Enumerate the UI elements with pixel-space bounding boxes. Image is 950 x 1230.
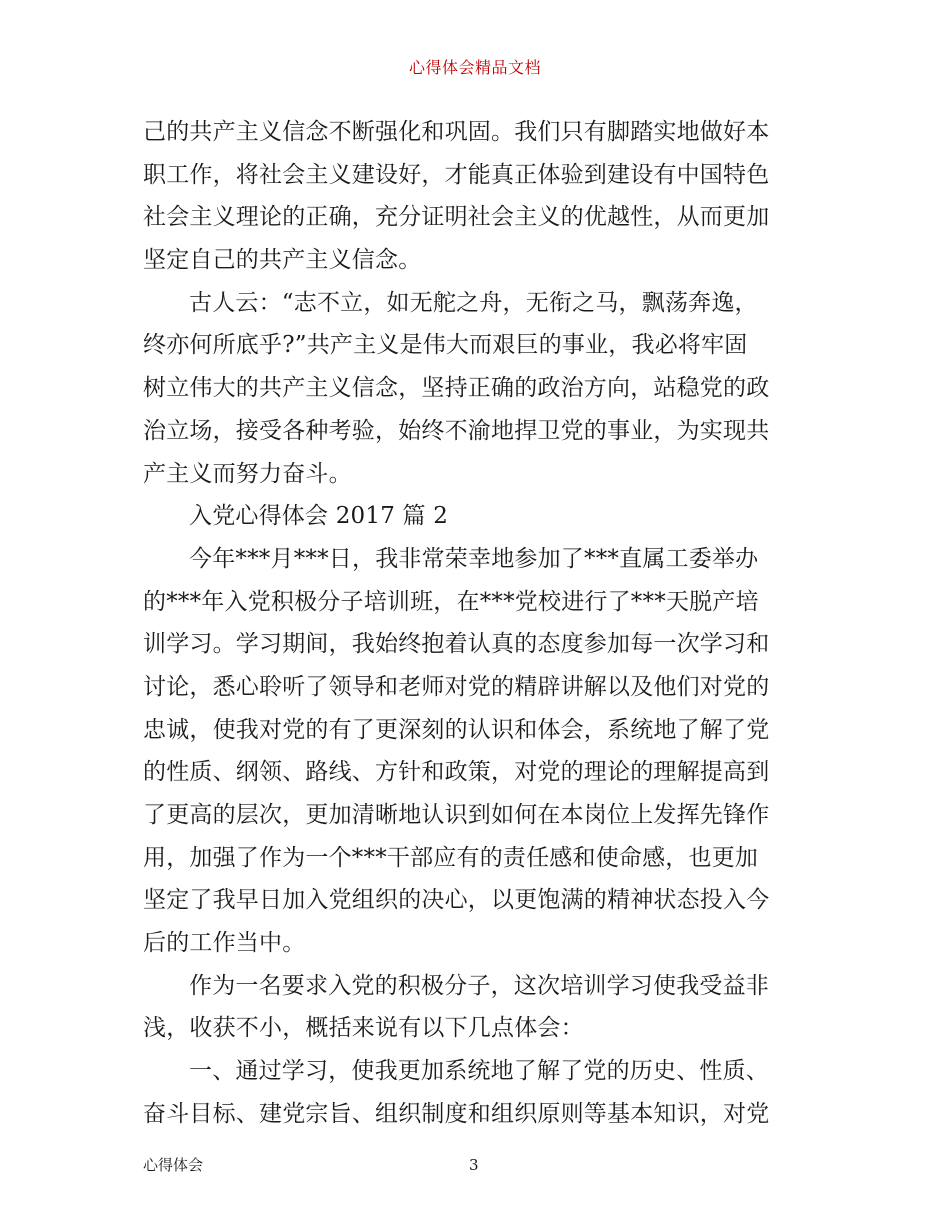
text-line: 坚定自己的共产主义信念。 bbox=[143, 247, 422, 274]
text-line: 树立伟大的共产主义信念，坚持正确的政治方向，站稳党的政 bbox=[143, 375, 770, 402]
text-line: 坚定了我早日加入党组织的决心，以更饱满的精神状态投入今 bbox=[143, 887, 770, 914]
document-body bbox=[143, 111, 815, 1136]
text-line: 社会主义理论的正确，充分证明社会主义的优越性，从而更加 bbox=[143, 204, 770, 231]
text-line: 古人云：“志不立，如无舵之舟，无衔之马，飘荡奔逸， bbox=[189, 289, 758, 316]
text-line: 职工作，将社会主义建设好，才能真正体验到建设有中国特色 bbox=[143, 161, 770, 188]
text-line: 作为一名要求入党的积极分子，这次培训学习使我受益非 bbox=[189, 972, 769, 999]
page-number: 3 bbox=[469, 1156, 479, 1174]
text-line: 的***年入党积极分子培训班，在***党校进行了***天脱产培 bbox=[143, 588, 759, 615]
text-line: 了更高的层次，更加清晰地认识到如何在本岗位上发挥先锋作 bbox=[143, 802, 770, 828]
text-line: 后的工作当中。 bbox=[143, 930, 306, 957]
footer-label: 心得体会 bbox=[143, 1156, 204, 1174]
text-line: 今年***月***日，我非常荣幸地参加了***直属工委举办 bbox=[189, 545, 759, 572]
text-line: 忠诚，使我对党的有了更深刻的认识和体会，系统地了解了党 bbox=[143, 716, 770, 743]
text-line: 训学习。学习期间，我始终抱着认真的态度参加每一次学习和 bbox=[143, 631, 770, 658]
text-line: 的性质、纲领、路线、方针和政策，对党的理论的理解提高到 bbox=[143, 759, 770, 786]
text-line: 产主义而努力奋斗。 bbox=[143, 460, 352, 487]
text-line: 终亦何所底乎?”共产主义是伟大而艰巨的事业，我必将牢固 bbox=[143, 332, 748, 359]
text-line: 奋斗目标、建党宗旨、组织制度和组织原则等基本知识，对党 bbox=[143, 1100, 770, 1127]
text-line: 治立场，接受各种考验，始终不渝地捍卫党的事业，为实现共 bbox=[143, 417, 770, 444]
text-line: 己的共产主义信念不断强化和巩固。我们只有脚踏实地做好本 bbox=[143, 119, 770, 145]
text-line: 一、通过学习，使我更加系统地了解了党的历史、性质、 bbox=[189, 1058, 769, 1085]
text-line: 浅，收获不小，概括来说有以下几点体会： bbox=[143, 1015, 584, 1042]
page-header-title: 心得体会精品文档 bbox=[408, 58, 541, 77]
text-line: 讨论，悉心聆听了领导和老师对党的精辟讲解以及他们对党的 bbox=[143, 673, 770, 700]
text-line: 用，加强了作为一个***干部应有的责任感和使命感，也更加 bbox=[143, 844, 759, 871]
text-line: 入党心得体会 2017 篇 2 bbox=[189, 503, 449, 530]
